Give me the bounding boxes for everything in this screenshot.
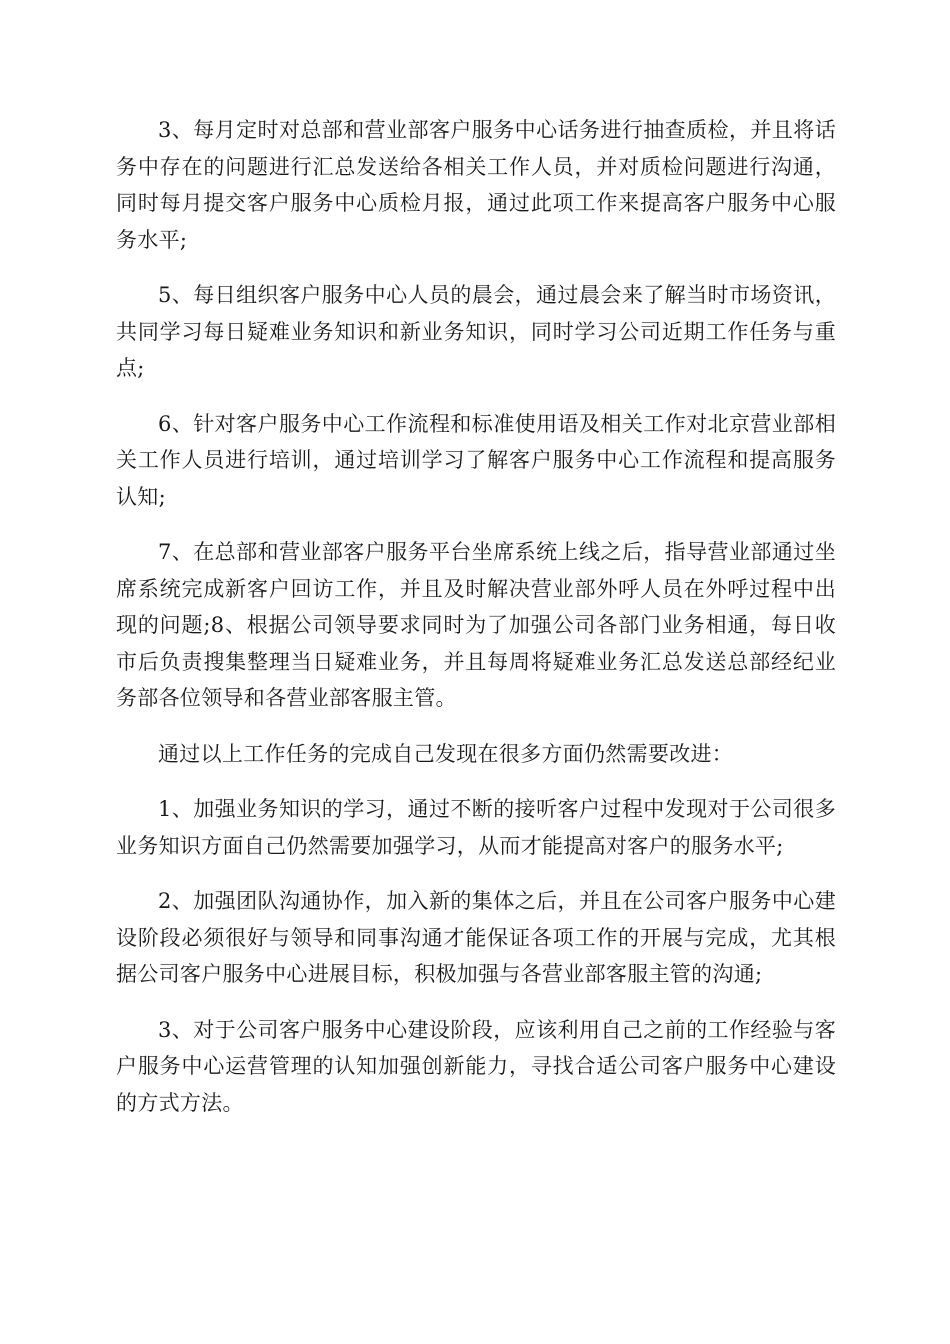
paragraph-item-5-morning-meeting: 5、每日组织客户服务中心人员的晨会，通过晨会来了解当时市场资讯，共同学习每日疑难业务知识和新业务知识，同时学习公司近期工作任务与重点; [116,283,836,380]
document-body [116,112,836,1140]
paragraph-item-6-training: 6、针对客户服务中心工作流程和标准使用语及相关工作对北京营业部相关工作人员进行培训，通过培训学习了解客户服务中心工作流程和提高服务认知; [116,411,836,509]
paragraph-improvement-3: 3、对于公司客户服务中心建设阶段，应该利用自己之前的工作经验与客户服务中心运营管理的认知加强创新能力，寻找合适公司客户服务中心建设的方式方法。 [116,1017,836,1115]
paragraph-improvement-2: 2、加强团队沟通协作，加入新的集体之后，并且在公司客户服务中心建设阶段必须很好与领导和同事沟通才能保证各项工作的开展与完成，尤其根据公司客户服务中心进展目标，积极加强与各营业部客服主管的沟通; [116,889,836,986]
paragraph-item-7-8-system-launch: 7、在总部和营业部客户服务平台坐席系统上线之后，指导营业部通过坐席系统完成新客户回访工作，并且及时解决营业部外呼人员在外呼过程中出现的问题;8、根据公司领导要求同时为了加强公司各部门业务相通，每日收市后负责搜集整理当日疑难业务，并且每周将疑难业务汇总发送总部经纪业务部各位领导和各营业部客服主管。 [116,540,836,710]
paragraph-improvement-1: 1、加强业务知识的学习，通过不断的接听客户过程中发现对于公司很多业务知识方面自己仍然需要加强学习，从而才能提高对客户的服务水平; [116,797,836,858]
paragraph-improvement-intro: 通过以上工作任务的完成自己发现在很多方面仍然需要改进： [158,741,734,766]
paragraph-item-3-quality-check: 3、每月定时对总部和营业部客户服务中心话务进行抽查质检，并且将话务中存在的问题进行汇总发送给各相关工作人员，并对质检问题进行沟通，同时每月提交客户服务中心质检月报，通过此项工作来提高客户服务中心服务水平; [116,118,836,252]
